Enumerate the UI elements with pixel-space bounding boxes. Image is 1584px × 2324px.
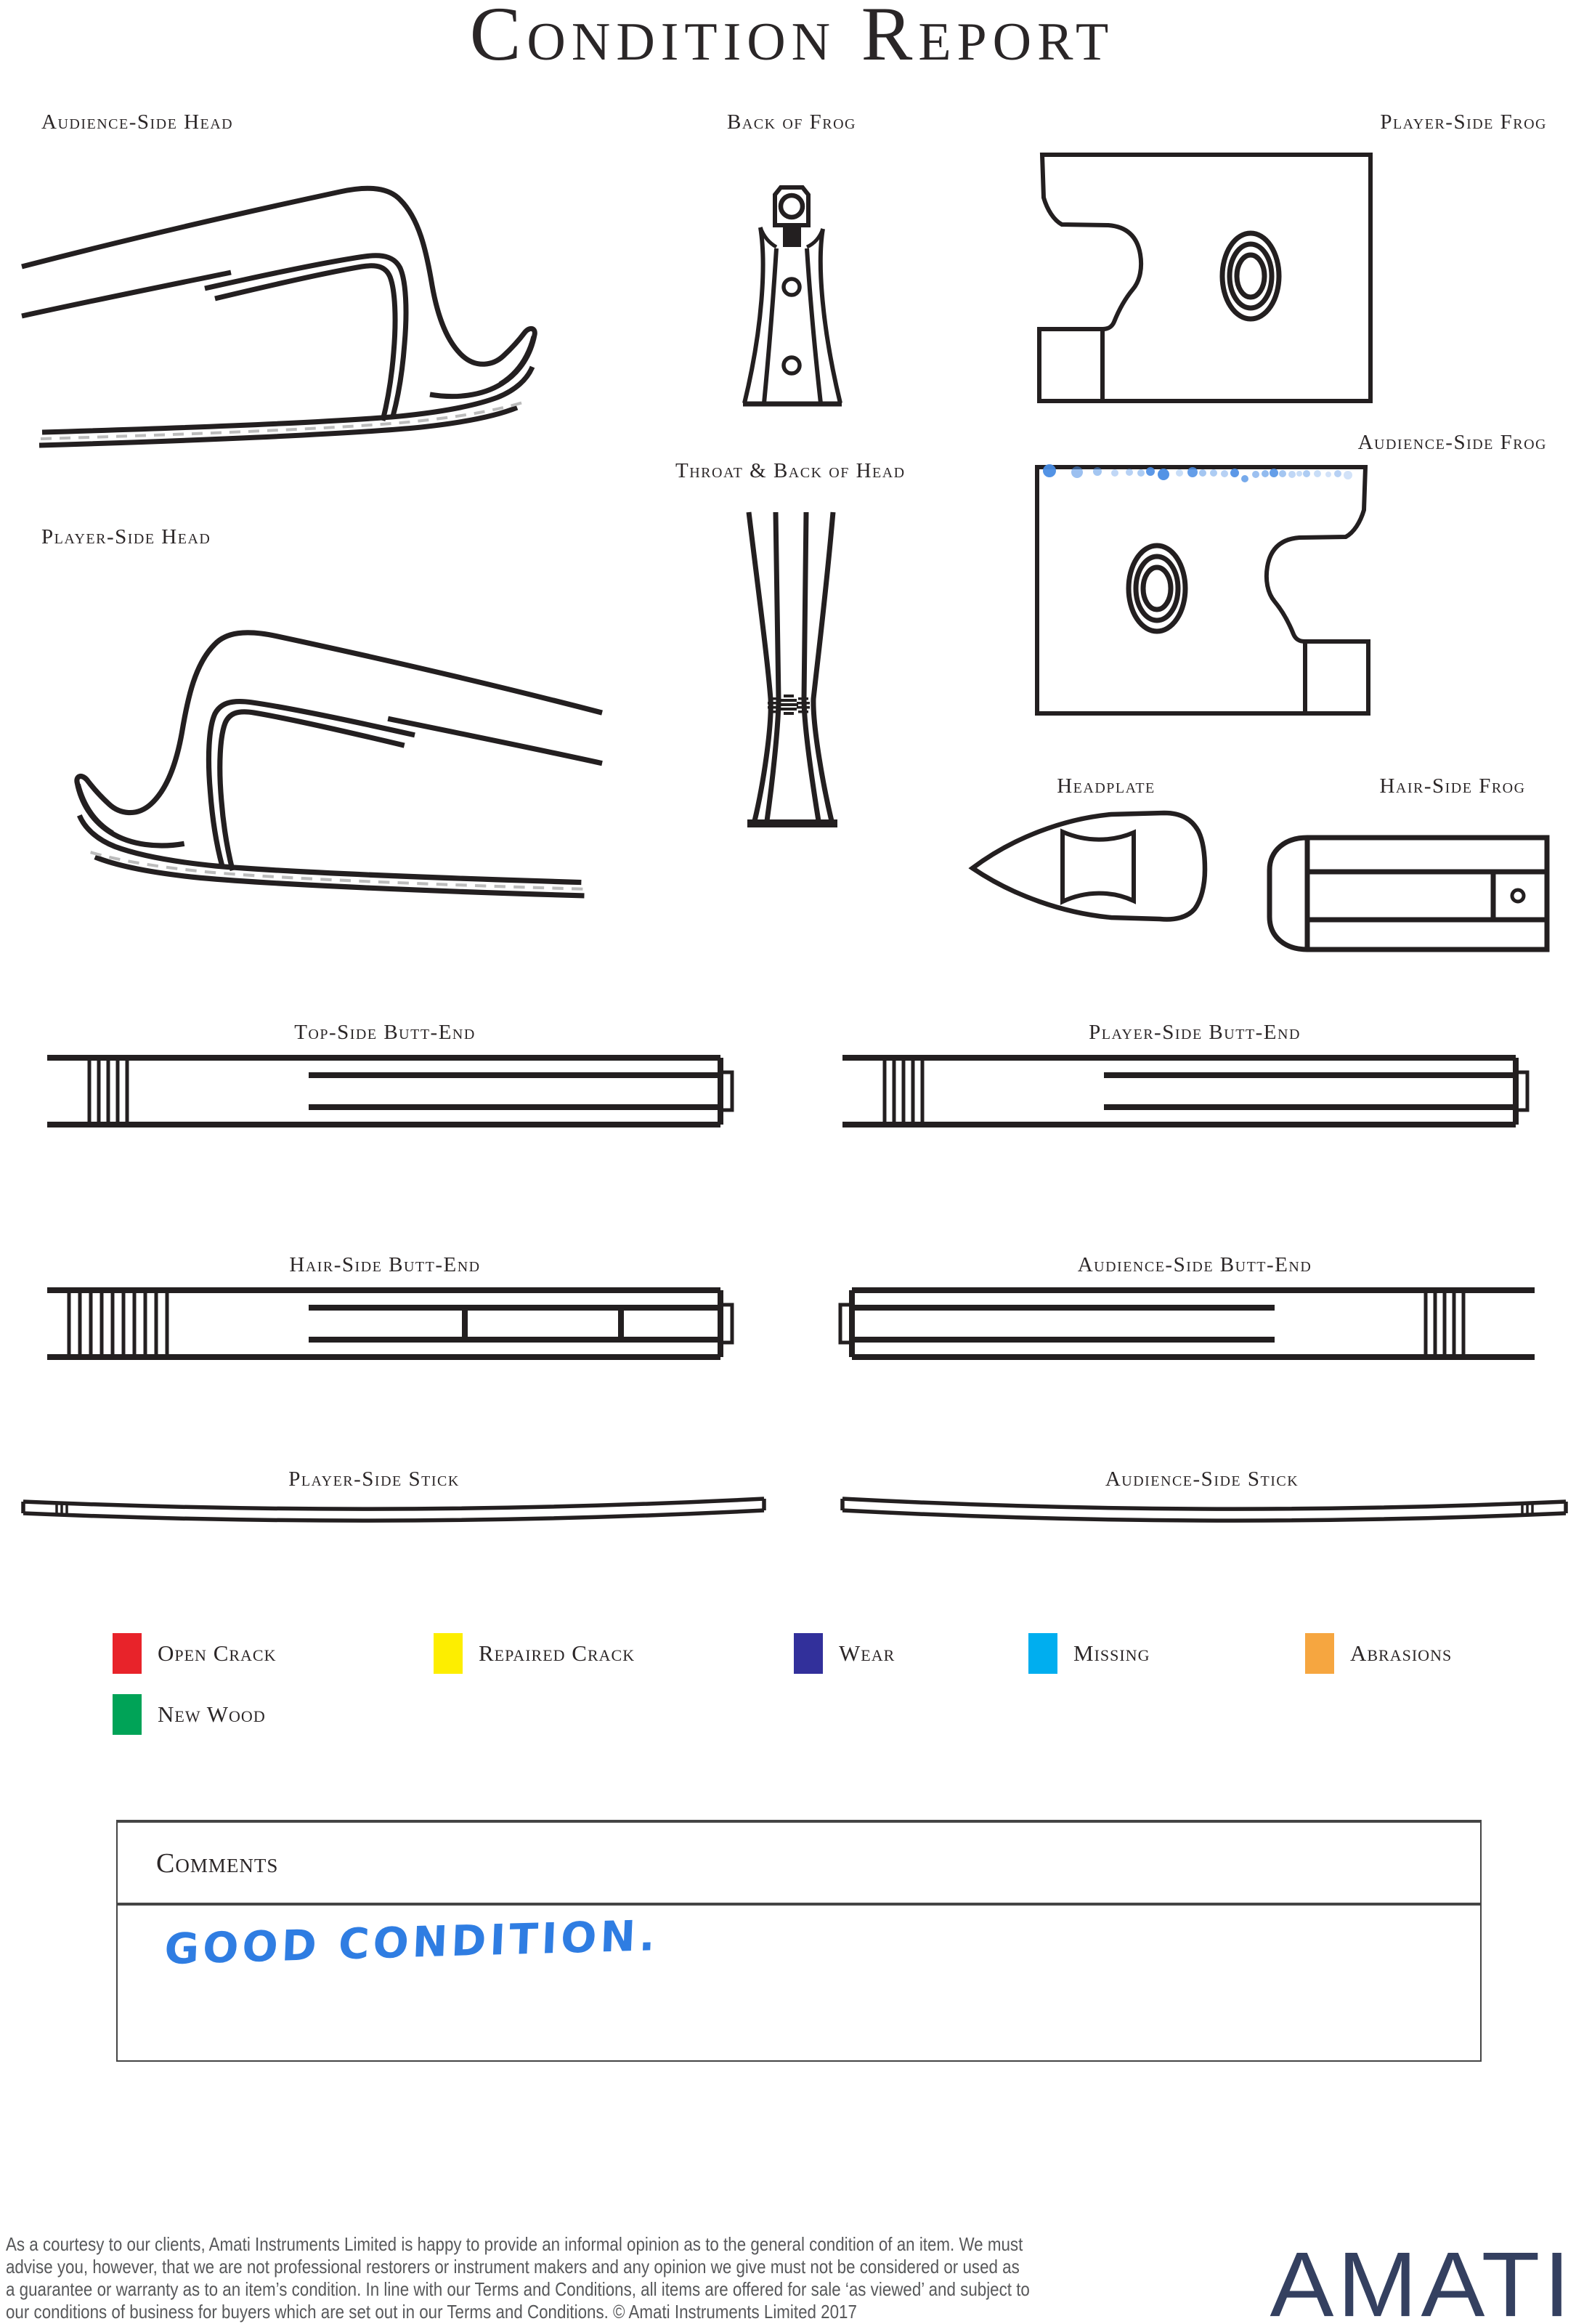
audience-side-stick-diagram <box>841 1493 1567 1525</box>
audience-side-head-diagram <box>22 142 574 447</box>
top-side-butt-end-diagram <box>47 1055 734 1127</box>
label-back-of-frog: Back of Frog <box>727 110 856 134</box>
disclaimer-line: a guarantee or warranty as to an item’s condition. In line with our Terms and Conditions, all items are offered for sale ‘as viewed’ and subject to <box>6 2278 1030 2300</box>
back-of-frog-diagram <box>735 183 844 410</box>
label-audience-side-stick: Audience-Side Stick <box>1105 1467 1299 1491</box>
player-side-frog-diagram <box>1039 153 1373 403</box>
legend-item-repaired-crack <box>434 1633 635 1674</box>
missing-swatch <box>1028 1633 1057 1674</box>
player-side-stick-diagram <box>22 1493 766 1525</box>
throat-back-of-head-diagram <box>737 509 839 832</box>
player-side-head-diagram <box>22 585 617 897</box>
label-hair-side-frog: Hair-Side Frog <box>1379 774 1526 798</box>
open-crack-swatch <box>113 1633 142 1674</box>
legend-label: Open Crack <box>158 1640 277 1666</box>
comments-divider <box>116 1903 1482 1906</box>
new-wood-swatch <box>113 1694 142 1735</box>
legend-item-new-wood <box>113 1694 266 1735</box>
repaired-crack-swatch <box>434 1633 463 1674</box>
handwritten-comment: GOOD CONDITION. <box>163 1910 660 1975</box>
label-player-side-stick: Player-Side Stick <box>288 1467 460 1491</box>
disclaimer-line: As a courtesy to our clients, Amati Instruments Limited is happy to provide an informal opinion as to the general condition of an item. We must <box>6 2233 1023 2255</box>
amati-logo: AMATI <box>1270 2232 1574 2324</box>
hair-side-butt-end-diagram <box>47 1287 734 1360</box>
label-player-side-frog: Player-Side Frog <box>1380 110 1547 134</box>
label-hair-side-butt-end: Hair-Side Butt-End <box>289 1253 481 1276</box>
label-audience-side-head: Audience-Side Head <box>41 110 234 134</box>
legend-item-abrasions <box>1305 1633 1452 1674</box>
legend-label: Repaired Crack <box>479 1640 635 1666</box>
page-title: Condition Report <box>469 0 1115 76</box>
comments-box <box>116 1820 1482 2062</box>
footer-disclaimer <box>6 2233 1030 2323</box>
abrasions-swatch <box>1305 1633 1334 1674</box>
comments-header: Comments <box>156 1848 279 1879</box>
legend-label: New Wood <box>158 1701 266 1727</box>
legend-item-open-crack <box>113 1633 277 1674</box>
label-headplate: Headplate <box>1057 774 1155 798</box>
hair-side-frog-diagram <box>1264 835 1551 952</box>
label-player-side-head: Player-Side Head <box>41 525 211 548</box>
audience-side-butt-end-diagram <box>839 1287 1536 1360</box>
wear-swatch <box>794 1633 823 1674</box>
label-player-side-butt-end: Player-Side Butt-End <box>1089 1021 1301 1044</box>
legend-item-missing <box>1028 1633 1150 1674</box>
disclaimer-line: advise you, however, that we are not professional restorers or instrument makers and any opinion we give must not be considered or used as <box>6 2256 1020 2278</box>
label-audience-side-butt-end: Audience-Side Butt-End <box>1077 1253 1312 1276</box>
label-top-side-butt-end: Top-Side Butt-End <box>294 1021 476 1044</box>
headplate-diagram <box>970 810 1213 923</box>
disclaimer-line: our conditions of business for buyers which are set out in our Terms and Conditions. © Amati Instruments Limited 2017 <box>6 2301 857 2323</box>
label-audience-side-frog: Audience-Side Frog <box>1357 431 1547 454</box>
audience-side-frog-diagram <box>1035 465 1369 716</box>
player-side-butt-end-diagram <box>842 1055 1529 1127</box>
label-throat-back-of-head: Throat & Back of Head <box>675 459 906 482</box>
legend-label: Abrasions <box>1350 1640 1453 1666</box>
legend-label: Wear <box>839 1640 895 1666</box>
legend-label: Missing <box>1073 1640 1150 1666</box>
legend-item-wear <box>794 1633 895 1674</box>
